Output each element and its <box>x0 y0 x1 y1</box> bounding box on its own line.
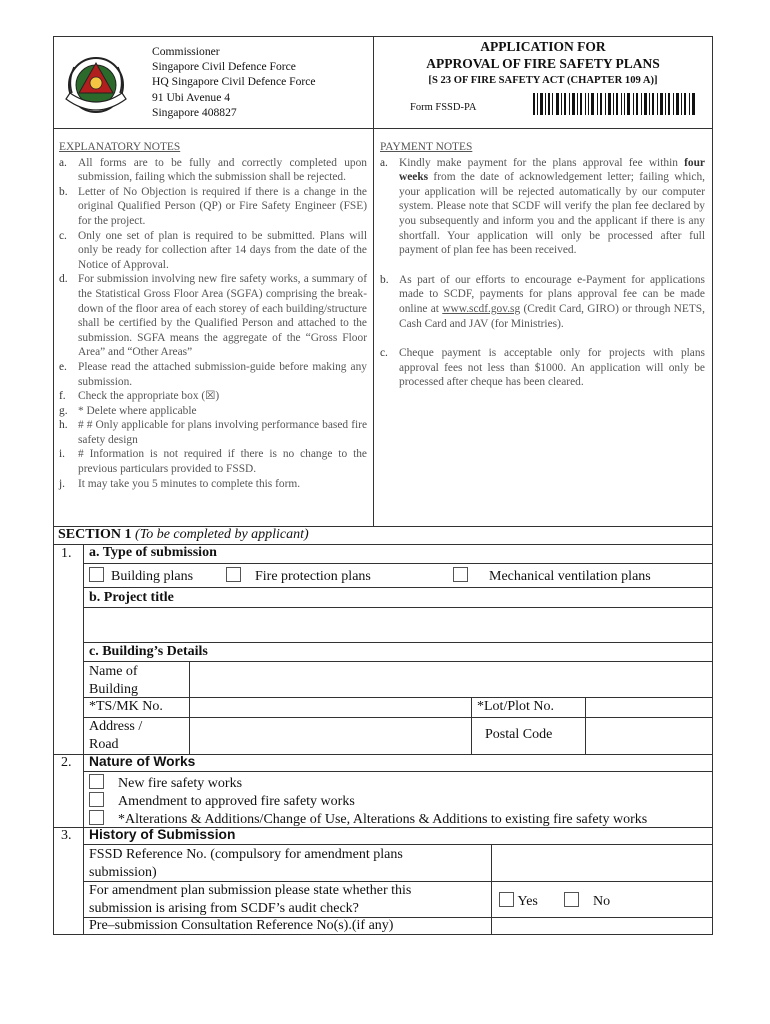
note-item: i. # Information is not required if there is no change to the previous particulars provided to FSSD. <box>59 448 367 476</box>
title-line-1: APPLICATION FOR <box>480 39 606 54</box>
nature-of-works-heading: Nature of Works <box>89 754 196 769</box>
address-line: 91 Ubi Avenue 4 <box>152 90 231 104</box>
scdf-emblem <box>58 47 134 123</box>
audit-check-label: For amendment plan submission please state whether this submission is arising from SCDF’s audit check? <box>89 883 412 916</box>
option-fire-protection-plans[interactable]: Fire protection plans <box>226 567 371 585</box>
number-column-line <box>83 544 84 934</box>
note-item: b. Letter of No Objection is required if there is a change in the original Qualified Person (QP) or Fire Safety Engineer (FSE) for the project. <box>59 185 367 227</box>
fssd-reference-label: FSSD Reference No. (compulsory for amendment plans submission) <box>89 847 403 880</box>
address-line: Singapore Civil Defence Force <box>152 60 296 74</box>
presubmission-label: Pre–submission Consultation Reference No(s).(if any) <box>89 918 394 933</box>
note-item: a. All forms are to be fully and correctly completed upon submission, failing which the submission shall be rejected. <box>59 156 367 184</box>
project-title-heading: b. Project title <box>89 590 174 605</box>
checkbox[interactable] <box>89 774 104 789</box>
payment-item-b: b. As part of our efforts to encourage e-Payment for applications made to SCDF, payments for plans approval fee can be made online at www.scdf.gov.sg (Credit Card, GIRO) or through NETS, Cash Card and JAV (for Ministries). <box>380 273 705 330</box>
scdf-link[interactable]: www.scdf.gov.sg <box>442 302 521 315</box>
address-line: HQ Singapore Civil Defence Force <box>152 75 316 89</box>
header-divider <box>373 36 374 526</box>
checkbox[interactable] <box>89 567 104 582</box>
option-amendment[interactable]: Amendment to approved fire safety works <box>89 792 355 810</box>
rule <box>83 563 713 564</box>
rule <box>83 587 713 588</box>
note-item: g. * Delete where applicable <box>59 404 197 417</box>
name-of-building-field[interactable] <box>190 662 712 697</box>
title-line-3: [S 23 OF FIRE SAFETY ACT (CHAPTER 109 A)] <box>428 75 658 86</box>
option-mechanical-ventilation[interactable]: Mechanical ventilation plans <box>453 567 651 585</box>
option-new-works[interactable]: New fire safety works <box>89 774 242 792</box>
payment-notes <box>380 140 705 390</box>
rule <box>471 697 472 754</box>
barcode <box>533 93 697 115</box>
rule <box>83 771 713 772</box>
title-line-2: APPROVAL OF FIRE SAFETY PLANS <box>426 56 660 71</box>
item-number-3: 3. <box>61 828 72 843</box>
note-item: f. Check the appropriate box (☒) <box>59 390 220 403</box>
type-of-submission-heading: a. Type of submission <box>89 545 217 560</box>
address-road-label: Address / Road <box>89 719 143 752</box>
lot-plot-field[interactable] <box>586 698 712 717</box>
note-item: d. For submission involving new fire safety works, a summary of the Statistical Gross Floor Area (SGFA) comprising the break-down of the floor area of each storey of each building/structure shall be certified by the Qualified Person and attached to the submission. SGFA means the aggregate of the “Gross Floor Area” and “Other Areas” <box>59 273 367 359</box>
section1-header: SECTION 1 (To be completed by applicant) <box>58 527 309 542</box>
note-item: c. Only one set of plan is required to be submitted. Plans will only be ready for collection after 14 days from the date of the Notice of Approval. <box>59 229 367 271</box>
explanatory-notes <box>59 140 367 491</box>
history-heading: History of Submission <box>89 827 236 842</box>
checkbox[interactable] <box>499 892 514 907</box>
checkbox[interactable] <box>453 567 468 582</box>
note-item: e. Please read the attached submission-guide before making any submission. <box>59 360 367 388</box>
note-item: j. It may take you 5 minutes to complete this form. <box>59 477 301 490</box>
option-yes[interactable]: Yes <box>499 892 538 910</box>
form-border-bottom <box>53 934 713 935</box>
form-border-left <box>53 36 54 934</box>
project-title-field[interactable] <box>84 608 712 642</box>
buildings-details-heading: c. Building’s Details <box>89 644 208 659</box>
address-block <box>152 44 316 120</box>
option-no[interactable]: No <box>564 892 610 910</box>
ts-mk-field[interactable] <box>190 698 470 717</box>
checkbox[interactable] <box>226 567 241 582</box>
postal-code-label: Postal Code <box>485 727 553 742</box>
form-title <box>374 38 712 89</box>
presubmission-field[interactable] <box>492 918 712 934</box>
checkbox[interactable] <box>89 792 104 807</box>
item-number-2: 2. <box>61 755 72 770</box>
header-bottom-rule <box>53 128 713 129</box>
checkbox[interactable] <box>89 810 104 825</box>
option-alterations[interactable]: *Alterations & Additions/Change of Use, Alterations & Additions to existing fire safety works <box>89 810 647 828</box>
payment-heading: PAYMENT NOTES <box>380 141 473 153</box>
name-of-building-label: Name of Building <box>89 664 139 697</box>
fssd-reference-field[interactable] <box>492 845 712 881</box>
postal-code-field[interactable] <box>586 718 712 754</box>
ts-mk-label: *TS/MK No. <box>89 699 163 714</box>
explanatory-heading: EXPLANATORY NOTES <box>59 141 181 153</box>
rule <box>83 642 713 643</box>
address-road-field[interactable] <box>190 718 470 754</box>
option-building-plans[interactable]: Building plans <box>89 567 193 585</box>
payment-item-c: c. Cheque payment is acceptable only for projects with plans approval fees not less than $1000. An application will only be processed after cheque has been cleared. <box>380 347 705 389</box>
form-border-top <box>53 36 713 37</box>
form-code: Form FSSD-PA <box>410 102 477 113</box>
note-item: h. # # Only applicable for plans involving performance based fire safety design <box>59 419 367 446</box>
address-line: Singapore 408827 <box>152 105 237 119</box>
address-line: Commissioner <box>152 45 220 58</box>
item-number-1: 1. <box>61 546 72 561</box>
checkbox[interactable] <box>564 892 579 907</box>
lot-plot-label: *Lot/Plot No. <box>477 699 555 714</box>
payment-item-a: a. Kindly make payment for the plans approval fee within four weeks from the date of acknowledgement letter; failing which, your application will be rejected automatically by our computer system. Please note that SCDF will verify the plan fee declared by you subsequently and inform you and the applicant if there is any shortfall. Your application will only be processed after full payment of plan fee has been received. <box>380 156 705 257</box>
form-border-right <box>712 36 713 934</box>
